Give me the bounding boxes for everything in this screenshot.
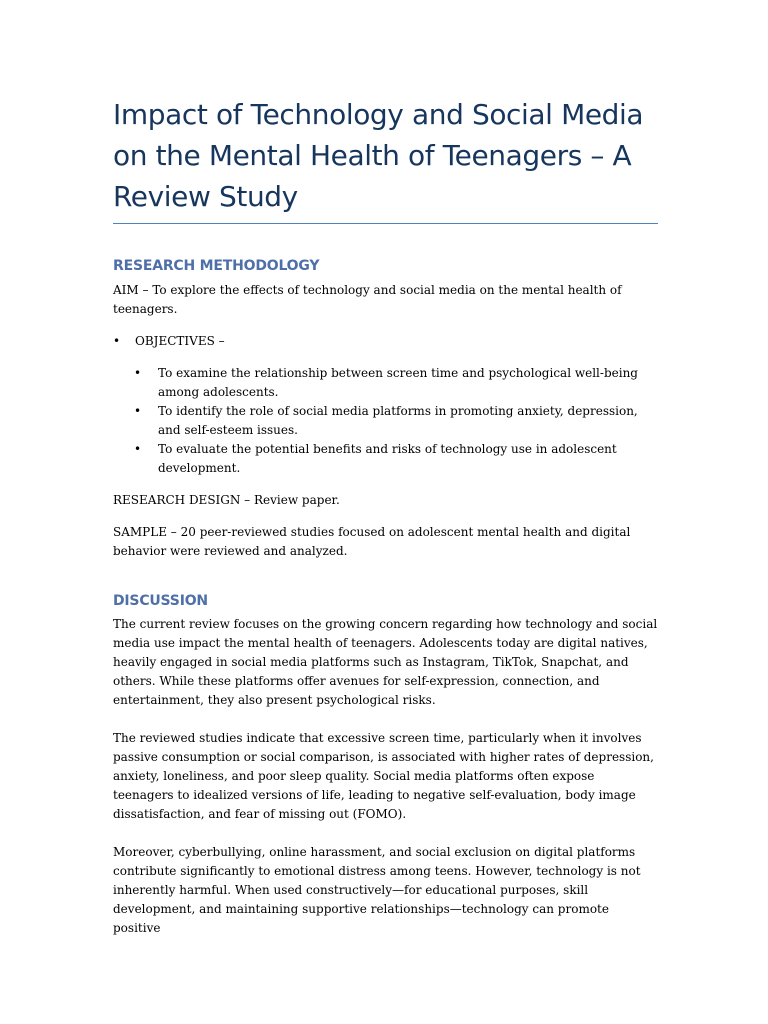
discussion-paragraph: The reviewed studies indicate that excessive screen time, particularly when it involves passive consumption or social comparison, is associated with higher rates of depression, anxiety, loneliness, and poor sleep quality. Social media platforms often expose teenagers to idealized versions of life, leading to negative self-evaluation, body image dissatisfaction, and fear of missing out (FOMO). xyxy=(113,731,654,821)
discussion-paragraph: Moreover, cyberbullying, online harassment, and social exclusion on digital platforms contribute significantly to emotional distress among teens. However, technology is not inherently harmful. When used constructively—for educational purposes, skill development, and maintaining supportive relationships—technology can promote positive xyxy=(113,845,641,935)
document-page xyxy=(113,94,658,938)
sample-paragraph: SAMPLE – 20 peer-reviewed studies focused on adolescent mental health and digital behavior were reviewed and analyzed. xyxy=(113,525,631,558)
aim-paragraph: AIM – To explore the effects of technology and social media on the mental health of teenagers. xyxy=(113,283,622,316)
objective-text: To examine the relationship between screen time and psychological well-being among adolescents. xyxy=(158,366,638,399)
document-title: Impact of Technology and Social Media on the Mental Health of Teenagers – A Review Study xyxy=(113,94,658,224)
discussion-paragraph: The current review focuses on the growing concern regarding how technology and social media use impact the mental health of teenagers. Adolescents today are digital natives, heavily engaged in social media platforms such as Instagram, TikTok, Snapchat, and others. While these platforms offer avenues for self-expression, connection, and entertainment, they also present psychological risks. xyxy=(113,617,658,707)
discussion-heading: DISCUSSION xyxy=(113,593,208,609)
objectives-item xyxy=(113,332,658,351)
objective-text: To evaluate the potential benefits and risks of technology use in adolescent development. xyxy=(158,442,617,475)
bullet-icon: • xyxy=(134,366,142,380)
bullet-icon: • xyxy=(134,442,142,456)
objective-text: To identify the role of social media platforms in promoting anxiety, depression, and self-esteem issues. xyxy=(158,404,638,437)
objective-item xyxy=(134,440,658,478)
objective-item xyxy=(134,364,658,402)
research-methodology-heading: RESEARCH METHODOLOGY xyxy=(113,258,320,274)
objectives-list xyxy=(113,364,658,478)
research-design-paragraph: RESEARCH DESIGN – Review paper. xyxy=(113,493,340,507)
bullet-icon: • xyxy=(134,404,142,418)
objective-item xyxy=(134,402,658,440)
objectives-label: OBJECTIVES – xyxy=(135,334,225,348)
bullet-icon: • xyxy=(113,334,121,348)
